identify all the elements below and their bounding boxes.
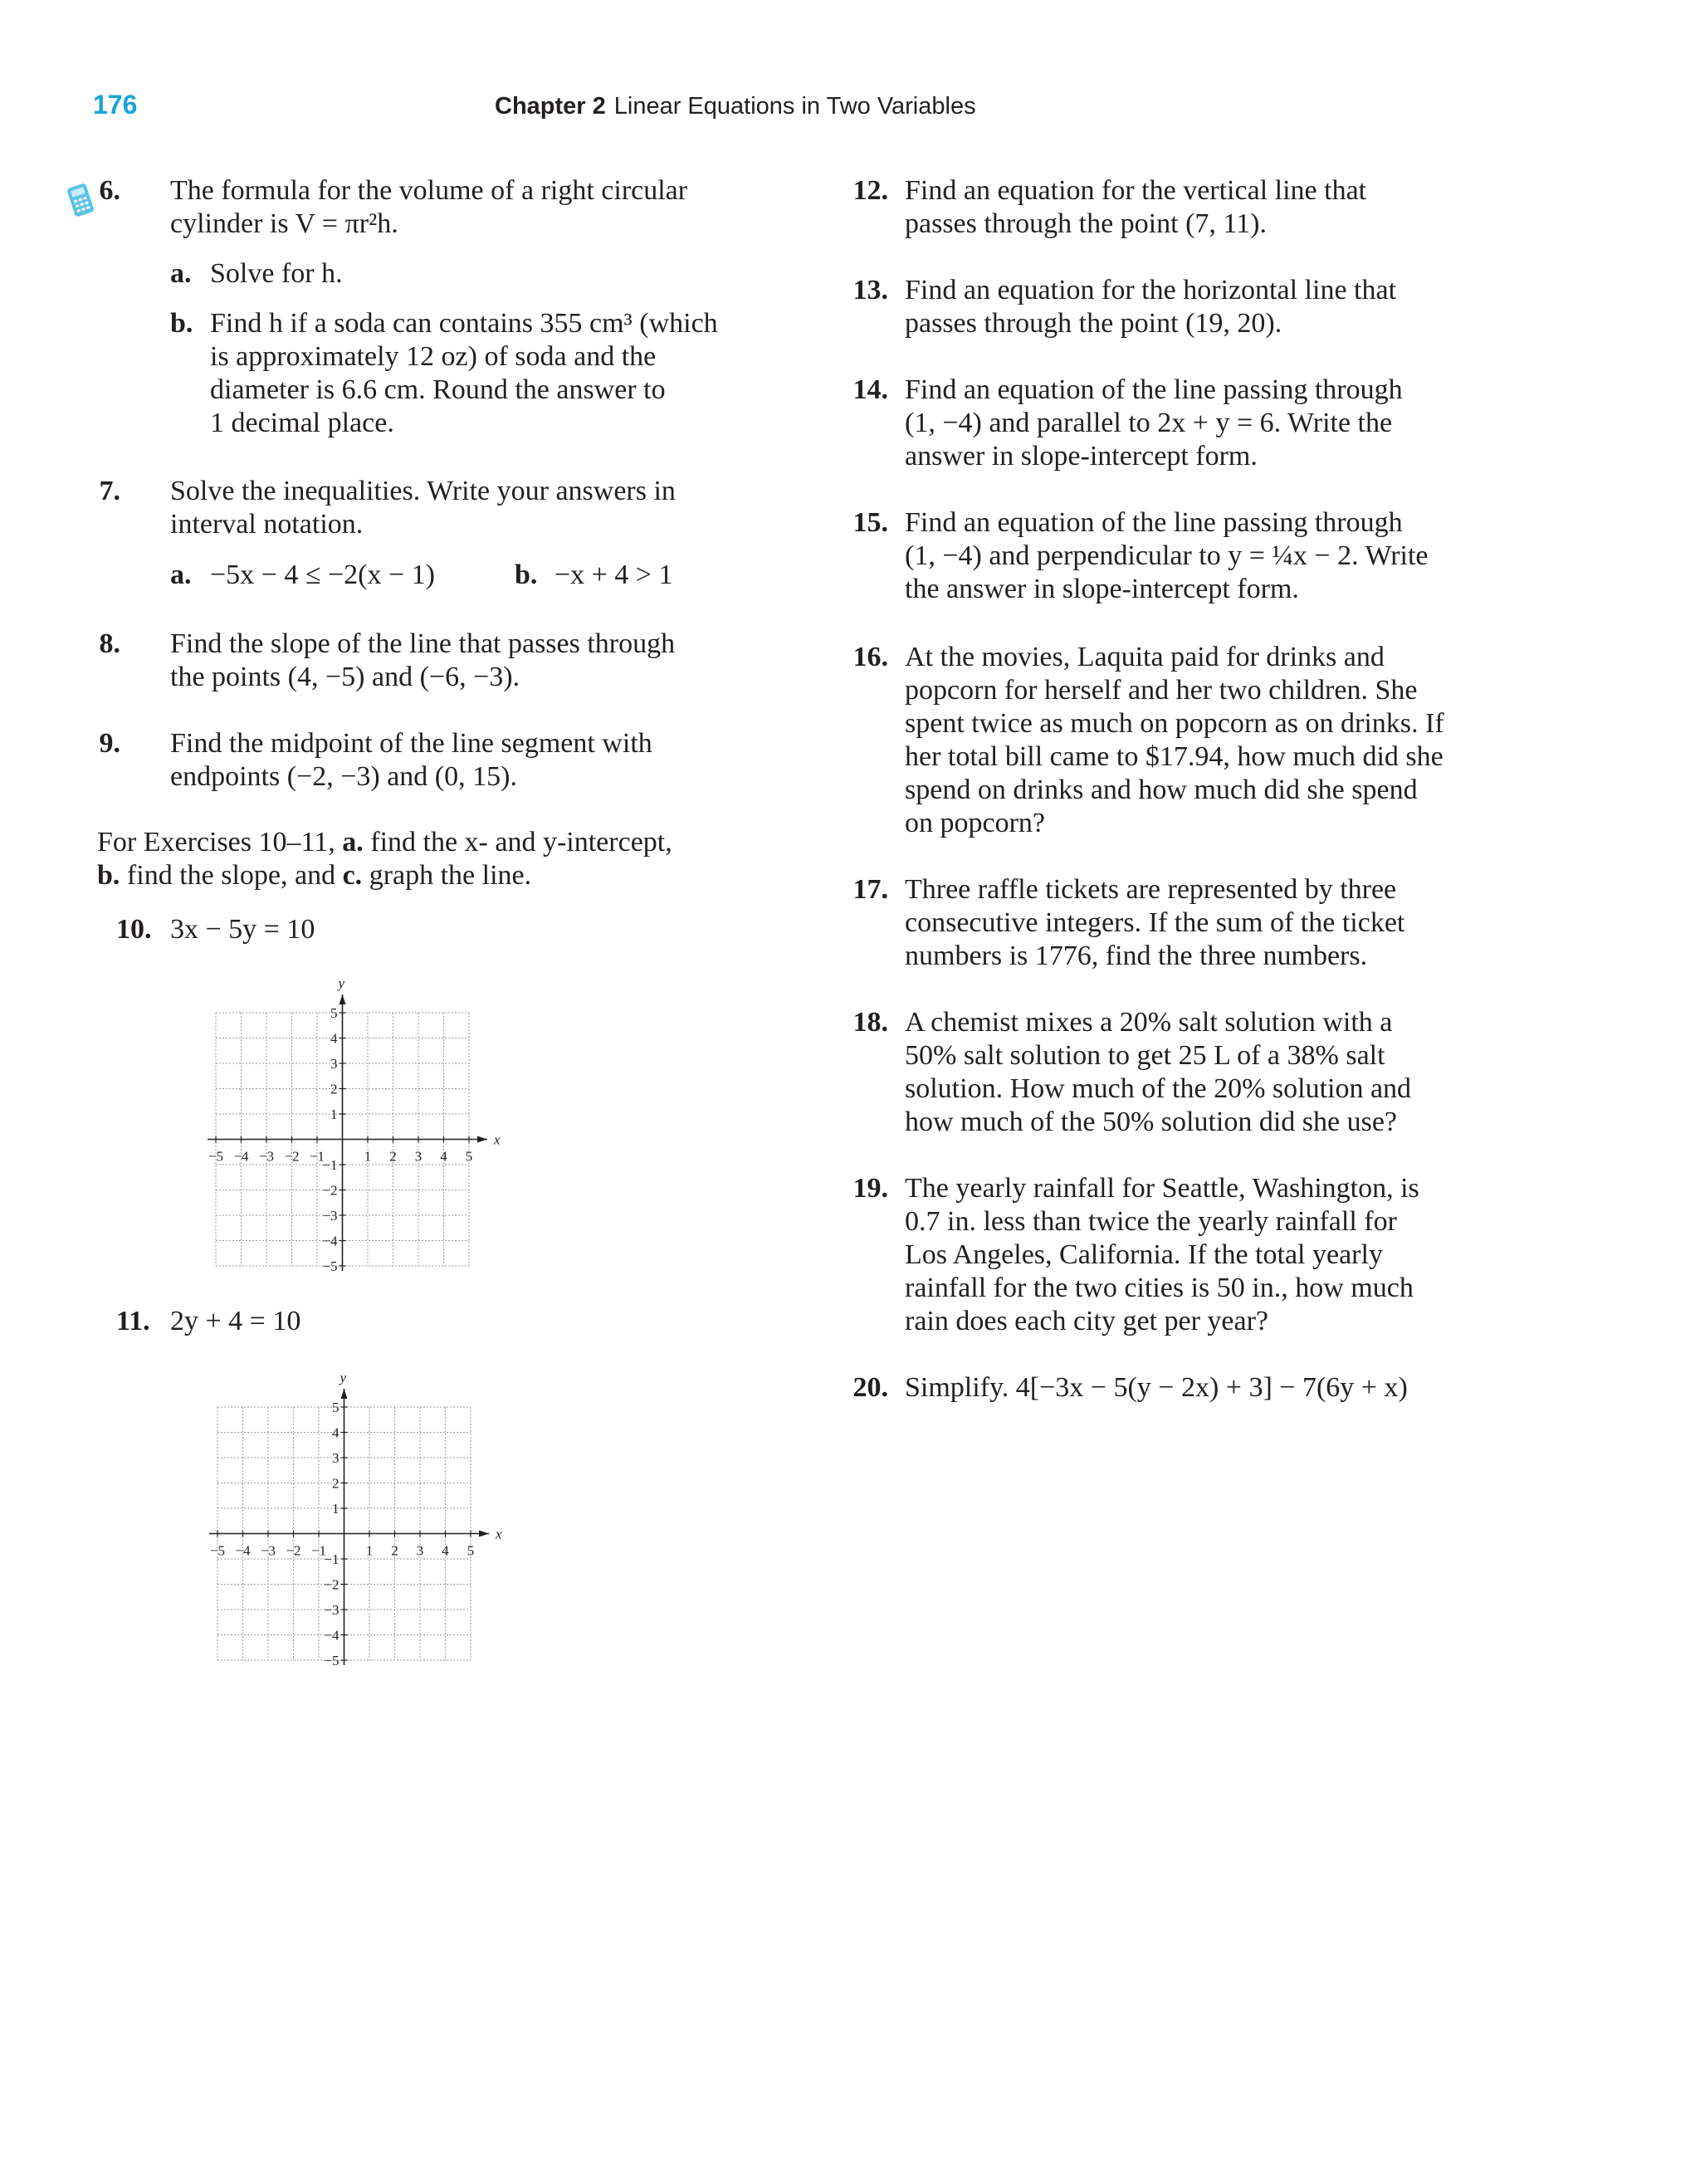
exercise-number: 17. bbox=[852, 874, 888, 905]
x-tick-label: 5 bbox=[467, 1542, 475, 1559]
instructions-b-label: b. bbox=[97, 860, 120, 891]
exercise-number: 14. bbox=[852, 374, 888, 405]
y-tick-label: 5 bbox=[332, 1400, 340, 1415]
x-tick-label: 2 bbox=[391, 1542, 398, 1559]
exercise-text-line: At the movies, Laquita paid for drinks and bbox=[905, 642, 1385, 672]
exercise-text-line: (1, −4) and parallel to 2x + y = 6. Write the bbox=[905, 408, 1393, 438]
instructions-a-label: a. bbox=[342, 827, 364, 857]
exercise-text-line: how much of the 50% solution did she use? bbox=[905, 1107, 1398, 1137]
x-tick-label: −1 bbox=[310, 1542, 327, 1559]
y-tick-label: −1 bbox=[324, 1551, 340, 1567]
x-tick-label: −1 bbox=[309, 1148, 325, 1165]
part-text: diameter is 6.6 cm. Round the answer to bbox=[210, 374, 666, 405]
x-tick-label: 3 bbox=[414, 1148, 423, 1165]
x-tick-label: −5 bbox=[208, 1148, 224, 1165]
exercise-text-line: 0.7 in. less than twice the yearly rainfall for bbox=[905, 1206, 1397, 1237]
part-text: Solve for h. bbox=[210, 258, 343, 289]
exercise-number: 6. bbox=[99, 175, 120, 206]
x-axis-label: x bbox=[494, 1131, 501, 1148]
coordinate-grid-11[interactable] bbox=[193, 1366, 508, 1673]
x-tick-label: −3 bbox=[258, 1148, 275, 1165]
exercise-text-line: The yearly rainfall for Seattle, Washington, is bbox=[905, 1173, 1419, 1204]
exercise-number: 16. bbox=[852, 642, 888, 672]
exercise-6a bbox=[170, 257, 784, 291]
y-tick-label: −2 bbox=[324, 1576, 340, 1593]
x-tick-label: −4 bbox=[233, 1148, 249, 1165]
exercise-text-line: endpoints (−2, −3) and (0, 15). bbox=[170, 761, 517, 792]
instructions-c-label: c. bbox=[342, 860, 363, 891]
instructions-a-text: find the x- and y-intercept, bbox=[370, 827, 672, 857]
x-tick-label: 1 bbox=[364, 1148, 372, 1165]
exercise-text-line: Solve the inequalities. Write your answers in bbox=[170, 476, 676, 506]
exercise-text-line: rain does each city get per year? bbox=[905, 1306, 1268, 1336]
exercise-text-line: A chemist mixes a 20% salt solution with a bbox=[905, 1007, 1393, 1038]
y-axis-label: y bbox=[338, 975, 345, 991]
x-tick-label: −3 bbox=[260, 1542, 276, 1559]
y-tick-label: −5 bbox=[324, 1653, 340, 1669]
y-tick-label: 4 bbox=[332, 1424, 340, 1441]
x-axis-label: x bbox=[496, 1526, 502, 1542]
x-tick-label: −2 bbox=[284, 1148, 300, 1165]
part-label: a. bbox=[170, 559, 192, 590]
exercise-text-line: cylinder is V = πr²h. bbox=[170, 208, 398, 239]
y-tick-label: −2 bbox=[322, 1182, 338, 1199]
chapter-heading bbox=[495, 93, 976, 120]
part-text: is approximately 12 oz) of soda and the bbox=[210, 341, 657, 372]
page-number: 176 bbox=[93, 90, 138, 120]
exercise-text-line: answer in slope-intercept form. bbox=[905, 441, 1258, 471]
exercise-7b bbox=[515, 559, 780, 592]
instructions-lead: For Exercises 10–11, bbox=[97, 827, 335, 857]
exercise-instructions bbox=[97, 826, 778, 892]
x-tick-label: 3 bbox=[416, 1542, 424, 1559]
exercise-number: 20. bbox=[852, 1372, 888, 1403]
y-tick-label: −5 bbox=[322, 1258, 338, 1274]
exercise-number: 10. bbox=[116, 914, 152, 945]
exercise-number: 15. bbox=[852, 507, 888, 538]
y-tick-label: −4 bbox=[322, 1233, 338, 1249]
x-axis-arrow bbox=[479, 1531, 489, 1537]
part-label: b. bbox=[515, 559, 538, 590]
x-tick-label: 4 bbox=[442, 1542, 449, 1559]
exercise-text-line: numbers is 1776, find the three numbers. bbox=[905, 941, 1368, 971]
exercise-text-line: spend on drinks and how much did she spend bbox=[905, 774, 1418, 805]
y-tick-label: 5 bbox=[330, 1005, 338, 1021]
exercise-text-line: interval notation. bbox=[170, 509, 364, 540]
y-tick-label: 1 bbox=[332, 1501, 340, 1517]
exercise-number: 12. bbox=[852, 175, 888, 206]
exercise-number: 18. bbox=[852, 1007, 888, 1038]
part-label: b. bbox=[170, 308, 193, 339]
exercise-6b bbox=[170, 307, 784, 440]
y-axis-arrow bbox=[341, 1389, 348, 1399]
exercise-text-line: passes through the point (7, 11). bbox=[905, 208, 1267, 239]
exercise-number: 13. bbox=[852, 275, 888, 305]
exercise-text-line: Find an equation of the line passing through bbox=[905, 374, 1403, 405]
running-header bbox=[0, 90, 1700, 131]
exercise-text-line: (1, −4) and perpendicular to y = ¼x − 2. Write bbox=[905, 540, 1429, 571]
equation: 2y + 4 = 10 bbox=[170, 1306, 301, 1336]
exercise-text-line: on popcorn? bbox=[905, 808, 1046, 838]
exercise-text-line: passes through the point (19, 20). bbox=[905, 308, 1282, 339]
x-tick-label: −2 bbox=[286, 1542, 301, 1559]
y-axis-arrow bbox=[340, 994, 346, 1004]
y-tick-label: 2 bbox=[330, 1081, 338, 1097]
equation: 3x − 5y = 10 bbox=[170, 914, 315, 945]
exercise-text-line: The formula for the volume of a right circular bbox=[170, 175, 688, 206]
exercise-text-line: rainfall for the two cities is 50 in., how much bbox=[905, 1273, 1414, 1303]
exercise-text-line: Find an equation of the line passing through bbox=[905, 507, 1403, 538]
y-tick-label: −1 bbox=[322, 1157, 338, 1173]
exercise-text-line: her total bill came to $17.94, how much did she bbox=[905, 741, 1444, 772]
part-text: −5x − 4 ≤ −2(x − 1) bbox=[210, 559, 436, 590]
exercise-text-line: Find an equation for the horizontal line that bbox=[905, 275, 1397, 305]
exercise-number: 9. bbox=[99, 728, 120, 759]
x-tick-label: 1 bbox=[365, 1542, 374, 1559]
exercise-7a bbox=[170, 559, 519, 592]
exercise-text-line: spent twice as much on popcorn as on drinks. If bbox=[905, 708, 1444, 739]
y-tick-label: 3 bbox=[330, 1056, 338, 1072]
x-tick-label: −5 bbox=[209, 1542, 226, 1559]
exercise-text-line: solution. How much of the 20% solution and bbox=[905, 1073, 1412, 1104]
exercise-text-line: Los Angeles, California. If the total yearly bbox=[905, 1239, 1383, 1270]
part-label: a. bbox=[170, 258, 192, 289]
y-tick-label: −3 bbox=[322, 1208, 338, 1224]
part-text: Find h if a soda can contains 355 cm³ (which bbox=[210, 308, 718, 339]
y-tick-label: 1 bbox=[330, 1107, 338, 1122]
instructions-b-text: find the slope, and bbox=[126, 860, 336, 891]
x-tick-label: 4 bbox=[440, 1148, 447, 1165]
exercise-number: 19. bbox=[852, 1173, 888, 1204]
chapter-label: Chapter 2 bbox=[495, 93, 606, 120]
x-tick-label: 2 bbox=[389, 1148, 397, 1165]
y-tick-label: −4 bbox=[324, 1627, 340, 1644]
exercise-number: 8. bbox=[99, 628, 120, 659]
part-text: −x + 4 > 1 bbox=[554, 559, 673, 590]
exercise-text-line: Three raffle tickets are represented by three bbox=[905, 874, 1397, 905]
exercise-text-line: Find an equation for the vertical line that bbox=[905, 175, 1367, 206]
exercise-number: 11. bbox=[116, 1306, 150, 1336]
exercise-text-line: consecutive integers. If the sum of the ticket bbox=[905, 907, 1405, 938]
y-tick-label: 4 bbox=[330, 1030, 338, 1047]
x-tick-label: 5 bbox=[465, 1148, 473, 1165]
exercise-number: 7. bbox=[99, 476, 120, 506]
y-tick-label: −3 bbox=[324, 1602, 340, 1618]
y-tick-label: 3 bbox=[332, 1450, 340, 1466]
exercise-text-line: the points (4, −5) and (−6, −3). bbox=[170, 662, 520, 692]
exercise-text-line: Simplify. 4[−3x − 5(y − 2x) + 3] − 7(6y + x) bbox=[905, 1372, 1408, 1403]
instructions-c-text: graph the line. bbox=[369, 860, 532, 891]
exercise-text-line: the answer in slope-intercept form. bbox=[905, 574, 1299, 604]
exercise-text-line: Find the midpoint of the line segment with bbox=[170, 728, 652, 759]
y-axis-label: y bbox=[340, 1370, 347, 1385]
exercise-text-line: 50% salt solution to get 25 L of a 38% salt bbox=[905, 1040, 1385, 1071]
chapter-title: Linear Equations in Two Variables bbox=[613, 93, 976, 120]
x-tick-label: −4 bbox=[235, 1542, 251, 1559]
exercise-text-line: popcorn for herself and her two children. She bbox=[905, 675, 1418, 706]
x-axis-arrow bbox=[477, 1136, 487, 1143]
part-text: 1 decimal place. bbox=[210, 408, 394, 438]
exercise-text-line: Find the slope of the line that passes through bbox=[170, 628, 676, 659]
coordinate-grid-10[interactable] bbox=[191, 971, 506, 1278]
y-tick-label: 2 bbox=[332, 1475, 340, 1492]
